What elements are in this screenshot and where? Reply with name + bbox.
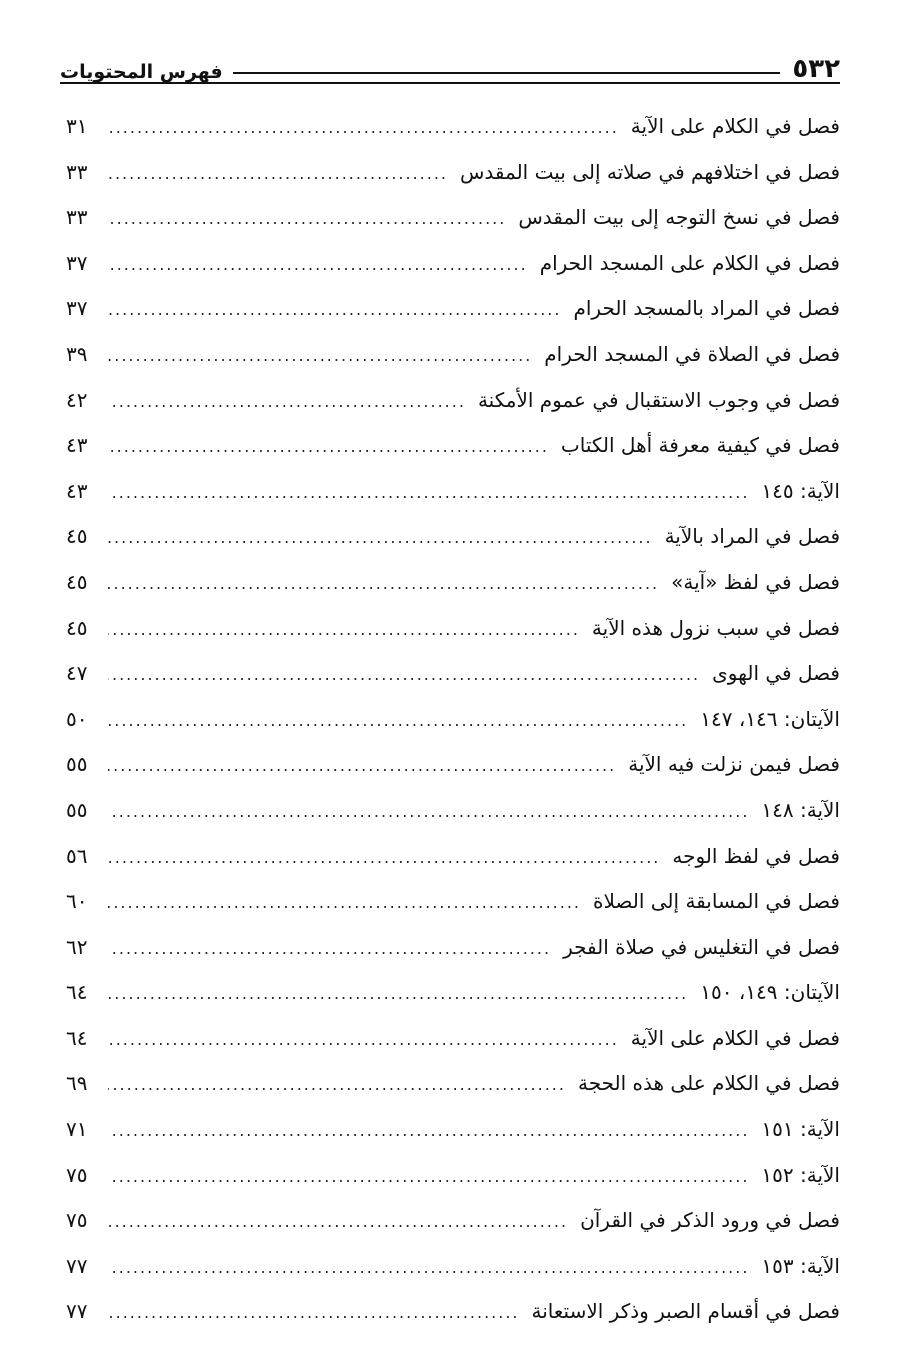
toc-entry-title: فصل في كيفية معرفة أهل الكتاب xyxy=(560,433,840,458)
toc-entry-page: ٣٩ xyxy=(66,341,88,366)
toc-entry xyxy=(66,844,840,890)
toc-entry-page: ٧١ xyxy=(66,1117,88,1142)
toc-entry-page: ٤٥ xyxy=(66,615,88,640)
toc-entry xyxy=(66,935,840,981)
dot-leader xyxy=(108,255,528,274)
toc-entry-page: ٦٩ xyxy=(66,1071,88,1096)
header-rule xyxy=(60,82,840,84)
toc-entry-page: ٤٢ xyxy=(66,387,88,412)
toc-entry xyxy=(66,1163,840,1209)
toc-entry-page: ٣٧ xyxy=(66,250,88,275)
dot-leader xyxy=(108,1075,566,1094)
toc-entry xyxy=(66,752,840,798)
running-title: فهرس المحتويات xyxy=(60,61,223,83)
header-line xyxy=(233,72,781,74)
toc-entry xyxy=(66,114,840,160)
toc-entry xyxy=(66,205,840,251)
toc-entry xyxy=(66,798,840,844)
toc-entry-page: ٥٥ xyxy=(66,752,88,777)
dot-leader xyxy=(108,574,659,593)
toc-entry xyxy=(66,1026,840,1072)
toc-entry-page: ٧٧ xyxy=(66,1299,88,1324)
dot-leader xyxy=(108,665,700,684)
dot-leader xyxy=(108,1258,749,1277)
toc-entry-page: ٤٣ xyxy=(66,478,88,503)
toc-entry xyxy=(66,296,840,342)
toc-entry-title: فصل في المراد بالآية xyxy=(664,524,840,549)
toc-entry-page: ٥٥ xyxy=(66,797,88,822)
toc-entry-title: فصل في الكلام على الآية xyxy=(630,114,840,138)
dot-leader xyxy=(108,300,561,319)
dot-leader xyxy=(108,118,619,137)
toc-entry xyxy=(66,160,840,206)
toc-entry-title: فصل في الهوى xyxy=(712,661,840,686)
dot-leader xyxy=(108,893,581,912)
toc-entry-title: فصل في لفظ «آية» xyxy=(671,569,840,594)
dot-leader xyxy=(108,939,551,958)
toc-entry-title: فصل في نسخ التوجه إلى بيت المقدس xyxy=(518,205,840,230)
toc-entry-page: ٣١ xyxy=(66,114,88,138)
toc-entry-title: الآية: ١٤٨ xyxy=(761,797,840,822)
dot-leader xyxy=(108,1030,619,1049)
dot-leader xyxy=(108,1167,749,1186)
toc-entry xyxy=(66,980,840,1026)
toc-entry-page: ٤٣ xyxy=(66,433,88,458)
page-number: ٥٣٢ xyxy=(792,54,840,84)
page-header xyxy=(60,38,840,82)
toc-entry xyxy=(66,251,840,297)
toc-entry xyxy=(66,1071,840,1117)
toc-entry-page: ٤٧ xyxy=(66,661,88,686)
toc-entry-page: ٧٥ xyxy=(66,1162,88,1187)
dot-leader xyxy=(108,984,688,1003)
toc-entry xyxy=(66,570,840,616)
dot-leader xyxy=(108,528,653,547)
toc-entry-page: ٣٣ xyxy=(66,205,88,230)
toc-entry-title: فصل في المسابقة إلى الصلاة xyxy=(593,889,840,914)
toc-entry-page: ٧٥ xyxy=(66,1208,88,1233)
dot-leader xyxy=(108,437,549,456)
toc-entry-title: الآية: ١٥٣ xyxy=(761,1253,840,1278)
toc-entry-title: فصل في لفظ الوجه xyxy=(672,843,840,868)
toc-entry-title: فصل في الكلام على الآية xyxy=(630,1025,840,1050)
toc-entry xyxy=(66,661,840,707)
toc-entry-title: فصل في الكلام على المسجد الحرام xyxy=(539,250,840,275)
toc-entry xyxy=(66,433,840,479)
toc-entry-title: فصل في ورود الذكر في القرآن xyxy=(580,1208,840,1233)
toc-entry-title: فصل في المراد بالمسجد الحرام xyxy=(573,296,840,321)
dot-leader xyxy=(108,620,580,639)
toc-entry xyxy=(66,1208,840,1254)
toc-entry xyxy=(66,889,840,935)
toc-entry-title: فصل فيمن نزلت فيه الآية xyxy=(628,752,840,777)
toc-entry-title: الآيتان: ١٤٩، ١٥٠ xyxy=(700,980,840,1005)
toc-entry xyxy=(66,707,840,753)
toc-entry xyxy=(66,1117,840,1163)
toc-entry-page: ٥٠ xyxy=(66,706,88,731)
dot-leader xyxy=(108,1303,520,1322)
toc-entry-title: الآيتان: ١٤٦، ١٤٧ xyxy=(700,706,840,731)
toc-entry-title: فصل في الصلاة في المسجد الحرام xyxy=(544,341,840,366)
toc-entry-page: ٤٥ xyxy=(66,569,88,594)
dot-leader xyxy=(108,1121,749,1140)
toc-entry-page: ٦٢ xyxy=(66,934,88,959)
dot-leader xyxy=(108,209,506,228)
toc-entry-page: ٥٦ xyxy=(66,843,88,868)
toc-entry-title: الآية: ١٤٥ xyxy=(761,478,840,503)
toc-entry-page: ٧٧ xyxy=(66,1253,88,1278)
toc-entry xyxy=(66,524,840,570)
table-of-contents xyxy=(66,114,840,1345)
toc-entry-title: الآية: ١٥١ xyxy=(761,1117,840,1142)
toc-entry-page: ٣٣ xyxy=(66,159,88,184)
dot-leader xyxy=(108,1212,568,1231)
dot-leader xyxy=(108,711,688,730)
toc-entry-page: ٦٤ xyxy=(66,1025,88,1050)
toc-entry-title: فصل في اختلافهم في صلاته إلى بيت المقدس xyxy=(460,159,840,184)
toc-entry-title: فصل في أقسام الصبر وذكر الاستعانة xyxy=(531,1299,840,1324)
toc-entry xyxy=(66,388,840,434)
toc-entry-title: الآية: ١٥٢ xyxy=(761,1162,840,1187)
dot-leader xyxy=(108,483,749,502)
dot-leader xyxy=(108,848,660,867)
toc-entry-page: ٦٠ xyxy=(66,889,88,914)
toc-entry-title: فصل في الكلام على هذه الحجة xyxy=(577,1071,840,1096)
dot-leader xyxy=(108,346,532,365)
toc-entry xyxy=(66,342,840,388)
toc-entry xyxy=(66,479,840,525)
dot-leader xyxy=(108,164,448,183)
toc-entry-title: فصل في وجوب الاستقبال في عموم الأمكنة xyxy=(477,387,840,412)
toc-entry-page: ٤٥ xyxy=(66,524,88,549)
toc-entry-title: فصل في سبب نزول هذه الآية xyxy=(591,615,840,640)
dot-leader xyxy=(108,756,616,775)
toc-entry xyxy=(66,616,840,662)
toc-entry-page: ٦٤ xyxy=(66,980,88,1005)
toc-entry xyxy=(66,1299,840,1345)
dot-leader xyxy=(108,802,749,821)
dot-leader xyxy=(108,392,466,411)
toc-entry-title: فصل في التغليس في صلاة الفجر xyxy=(563,934,840,959)
toc-entry xyxy=(66,1254,840,1300)
toc-entry-page: ٣٧ xyxy=(66,296,88,321)
